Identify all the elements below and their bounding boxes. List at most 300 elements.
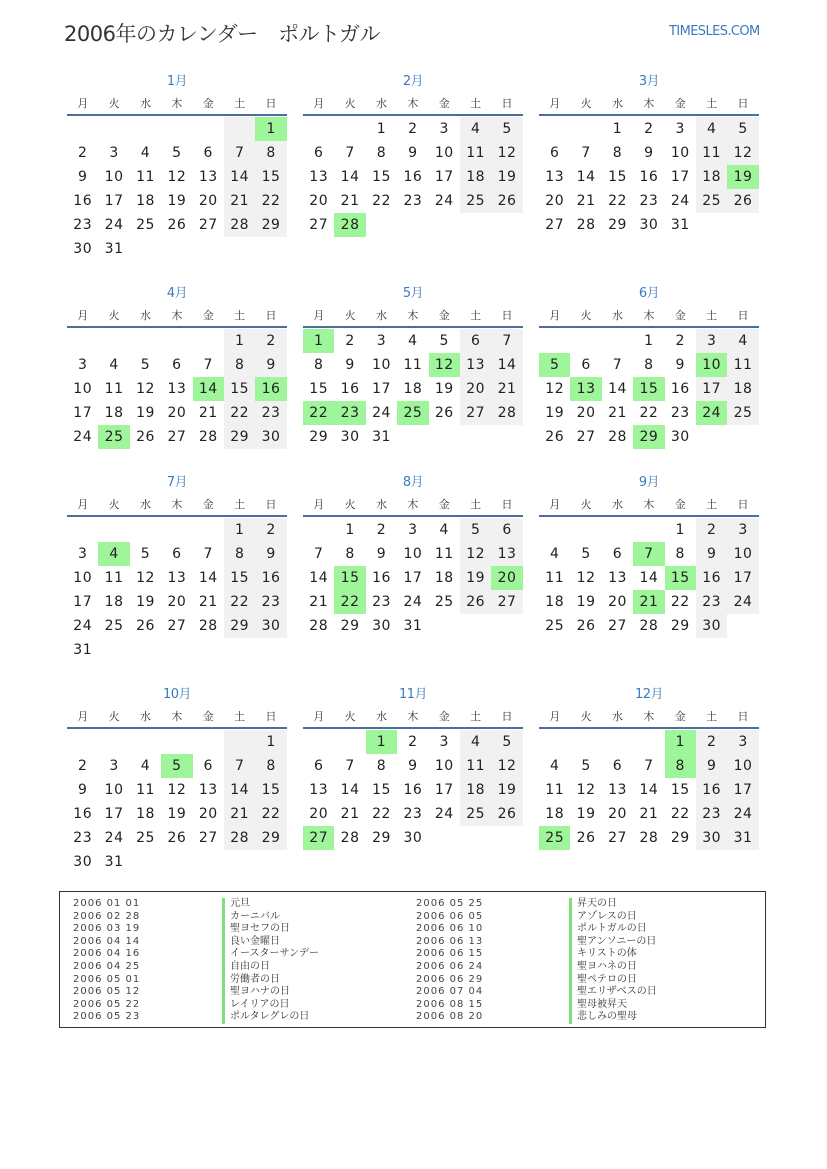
day-cell: 17 [403,570,423,586]
holiday-date: 2006 05 12 [73,986,141,998]
day-cell: 14 [639,782,659,798]
weekday-label: 水 [375,498,387,511]
weekday-label: 日 [501,498,513,511]
weekday-header [539,92,759,114]
day-cell: 7 [345,145,355,161]
weekday-label: 木 [643,498,655,511]
day-cell: 1 [224,518,255,542]
weekday-label: 月 [77,97,89,110]
day-cell: 12 [167,169,187,185]
day-cell: 10 [727,754,758,778]
holiday-date: 2006 04 25 [73,960,141,972]
day-cell: 18 [545,594,565,610]
days-grid [67,730,287,874]
day-cell: 23 [696,802,727,826]
day-cell: 5 [140,546,151,562]
day-cell: 20 [198,806,218,822]
day-cell: 28 [198,429,218,445]
day-cell: 26 [460,590,491,614]
holiday-name: 聖ヨハナの日 [222,986,319,999]
holiday-name: 元旦 [222,898,319,911]
holiday-date: 2006 06 29 [416,973,484,985]
day-cell: 14 [224,165,255,189]
day-cell: 15 [334,566,365,590]
weekday-label: 水 [611,309,623,322]
weekday-label: 日 [265,97,277,110]
day-cell: 5 [140,357,151,373]
header-rule [303,515,523,517]
header-rule [303,326,523,328]
day-cell: 3 [696,329,727,353]
day-cell: 27 [545,217,565,233]
day-cell: 31 [727,826,758,850]
day-cell: 13 [309,169,329,185]
day-cell: 20 [491,566,522,590]
day-cell: 16 [696,778,727,802]
holiday-name: レイリアの日 [222,999,319,1012]
day-cell: 26 [576,618,596,634]
day-cell: 9 [408,145,418,161]
weekday-label: 日 [737,498,749,511]
weekday-label: 火 [108,97,120,110]
days-grid [303,730,523,850]
day-cell: 3 [727,730,758,754]
day-cell: 9 [255,353,286,377]
day-cell: 4 [460,117,491,141]
day-cell: 30 [372,618,391,634]
weekday-label: 金 [438,710,450,723]
day-cell: 16 [340,381,360,397]
day-cell: 8 [313,357,324,373]
weekday-label: 日 [501,309,513,322]
day-cell: 24 [403,594,423,610]
day-cell: 22 [334,590,365,614]
holiday-name: 良い金曜日 [222,936,319,949]
weekday-label: 金 [674,97,686,110]
day-cell: 10 [73,381,93,397]
day-cell: 27 [608,618,627,634]
empty-cell [161,329,192,353]
day-cell: 28 [576,217,596,233]
day-cell: 21 [224,802,255,826]
month-name: 4月 [166,286,188,301]
day-cell: 10 [372,357,391,373]
page-title: 2006年のカレンダー ポルトガル [64,22,380,46]
day-cell: 3 [727,518,758,542]
day-cell: 9 [77,782,88,798]
day-cell: 23 [403,193,423,209]
weekday-label: 火 [580,97,592,110]
day-cell: 30 [670,429,690,445]
day-cell: 16 [73,806,93,822]
day-cell: 24 [696,401,727,425]
day-cell: 10 [670,145,690,161]
empty-cell [460,826,491,850]
day-cell: 9 [345,357,355,373]
day-cell: 5 [539,353,570,377]
weekday-label: 火 [580,309,592,322]
day-cell: 12 [429,353,460,377]
empty-cell [161,117,192,141]
day-cell: 21 [340,806,360,822]
day-cell: 14 [608,381,627,397]
weekday-label: 水 [611,710,623,723]
holiday-name: ポルトガルの日 [569,923,657,936]
site-link[interactable]: TIMESLES.COM [669,24,760,39]
day-cell: 29 [608,217,627,233]
weekday-label: 水 [139,710,151,723]
day-cell: 2 [376,522,387,538]
day-cell: 14 [491,353,522,377]
day-cell: 14 [639,570,659,586]
holiday-date: 2006 06 05 [416,910,484,922]
holiday-name: 労働者の日 [222,974,319,987]
weekday-label: 火 [108,309,120,322]
day-cell: 3 [77,546,88,562]
day-cell: 21 [340,193,360,209]
weekday-label: 水 [375,97,387,110]
empty-cell [161,730,192,754]
day-cell: 6 [612,546,623,562]
day-cell: 28 [309,618,329,634]
empty-cell [460,425,491,449]
weekday-label: 木 [643,710,655,723]
day-cell: 13 [167,570,187,586]
empty-cell [570,117,601,141]
day-cell: 12 [576,570,596,586]
day-cell: 17 [434,782,454,798]
holiday-date: 2006 04 16 [73,948,141,960]
day-cell: 6 [549,145,560,161]
day-cell: 14 [576,169,596,185]
weekday-label: 火 [108,710,120,723]
day-cell: 3 [675,121,685,137]
month-block [67,72,287,261]
empty-cell [130,518,161,542]
day-cell: 5 [439,333,449,349]
day-cell: 19 [727,165,758,189]
day-cell: 29 [670,618,690,634]
day-cell: 15 [670,782,690,798]
day-cell: 11 [545,570,565,586]
day-cell: 2 [675,333,685,349]
day-cell: 11 [136,169,155,185]
weekday-label: 木 [407,710,419,723]
day-cell: 30 [255,614,286,638]
weekday-label: 金 [438,309,450,322]
day-cell: 8 [255,754,286,778]
day-cell: 5 [460,518,491,542]
month-block [303,72,523,237]
day-cell: 24 [73,618,93,634]
day-cell: 27 [167,429,187,445]
weekday-label: 水 [139,498,151,511]
day-cell: 22 [224,401,255,425]
day-cell: 29 [633,425,664,449]
month-name: 7月 [166,475,188,490]
day-cell: 30 [696,826,727,850]
day-cell: 2 [255,518,286,542]
empty-cell [224,638,255,662]
day-cell: 25 [136,830,155,846]
days-grid [303,518,523,638]
day-cell: 29 [670,830,690,846]
day-cell: 12 [727,141,758,165]
day-cell: 7 [313,546,324,562]
day-cell: 21 [491,377,522,401]
day-cell: 2 [696,730,727,754]
legend-names-col-1 [222,898,319,1024]
day-cell: 6 [172,357,182,373]
day-cell: 4 [727,329,758,353]
day-cell: 12 [576,782,596,798]
day-cell: 5 [491,117,522,141]
day-cell: 22 [255,189,286,213]
day-cell: 27 [198,217,218,233]
day-cell: 27 [576,429,596,445]
day-cell: 11 [727,353,758,377]
day-cell: 23 [403,806,423,822]
weekday-label: 水 [139,309,151,322]
day-cell: 21 [309,594,329,610]
day-cell: 1 [612,121,623,137]
empty-cell [130,850,161,874]
holiday-date: 2006 05 01 [73,973,141,985]
day-cell: 23 [73,830,93,846]
holiday-name: 悲しみの聖母 [569,1011,657,1024]
holiday-date: 2006 05 23 [73,1011,141,1023]
weekday-header [303,493,523,515]
header-rule [303,114,523,116]
holiday-date: 2006 06 15 [416,948,484,960]
day-cell: 21 [224,189,255,213]
holiday-date: 2006 06 10 [416,923,484,935]
day-cell: 1 [303,329,334,353]
day-cell: 5 [581,758,591,774]
empty-cell [570,329,601,353]
day-cell: 14 [340,782,360,798]
weekday-label: 木 [171,97,183,110]
holiday-date: 2006 03 19 [73,923,141,935]
day-cell: 23 [334,401,365,425]
day-cell: 1 [366,730,397,754]
header-rule [67,114,287,116]
day-cell: 19 [136,594,155,610]
day-cell: 22 [224,590,255,614]
day-cell: 12 [491,754,522,778]
day-cell: 22 [372,193,391,209]
empty-cell [696,425,727,449]
weekday-label: 日 [265,309,277,322]
day-cell: 13 [198,169,218,185]
day-cell: 2 [408,734,418,750]
weekday-label: 土 [470,498,482,511]
day-cell: 6 [203,758,213,774]
weekday-label: 金 [202,498,214,511]
day-cell: 7 [345,758,355,774]
empty-cell [98,117,129,141]
day-cell: 15 [255,778,286,802]
day-cell: 24 [104,830,124,846]
day-cell: 24 [727,802,758,826]
day-cell: 18 [727,377,758,401]
month-name: 11月 [398,687,428,702]
day-cell: 22 [255,802,286,826]
weekday-label: 金 [674,309,686,322]
day-cell: 21 [198,594,218,610]
month-name: 1月 [166,74,188,89]
day-cell: 1 [644,333,654,349]
empty-cell [161,518,192,542]
weekday-label: 土 [706,97,718,110]
day-cell: 27 [460,401,491,425]
day-cell: 26 [576,830,596,846]
holiday-date: 2006 07 04 [416,986,484,998]
day-cell: 19 [434,381,454,397]
day-cell: 15 [224,377,255,401]
day-cell: 22 [303,401,334,425]
day-cell: 12 [491,141,522,165]
weekday-label: 月 [549,97,561,110]
days-grid [67,329,287,449]
day-cell: 7 [644,758,654,774]
day-cell: 30 [73,241,93,257]
empty-cell [224,850,255,874]
day-cell: 3 [439,121,449,137]
day-cell: 20 [167,405,187,421]
day-cell: 16 [255,566,286,590]
empty-cell [193,730,224,754]
holiday-name: 聖ヨハネの日 [569,961,657,974]
month-block [67,284,287,449]
empty-cell [130,237,161,261]
day-cell: 2 [77,758,88,774]
header-rule [303,727,523,729]
empty-cell [224,237,255,261]
weekday-label: 木 [643,309,655,322]
month-name: 3月 [638,74,660,89]
weekday-label: 月 [77,498,89,511]
month-block [539,72,759,237]
day-cell: 28 [224,826,255,850]
day-cell: 9 [77,169,88,185]
day-cell: 10 [403,546,423,562]
days-grid [539,730,759,850]
day-cell: 29 [309,429,329,445]
day-cell: 13 [309,782,329,798]
day-cell: 3 [109,145,119,161]
empty-cell [303,117,334,141]
day-cell: 29 [224,425,255,449]
day-cell: 26 [136,429,155,445]
day-cell: 25 [460,189,491,213]
day-cell: 18 [545,806,565,822]
day-cell: 11 [434,546,454,562]
month-name: 5月 [402,286,424,301]
day-cell: 5 [172,145,182,161]
day-cell: 22 [372,806,391,822]
weekday-label: 土 [706,498,718,511]
day-cell: 14 [193,377,224,401]
days-grid [303,329,523,449]
day-cell: 4 [408,333,418,349]
day-cell: 11 [136,782,155,798]
day-cell: 30 [340,429,360,445]
weekday-header [67,304,287,326]
empty-cell [130,638,161,662]
holiday-date: 2006 04 14 [73,935,141,947]
empty-cell [397,213,428,237]
day-cell: 17 [727,778,758,802]
month-block [539,685,759,850]
day-cell: 22 [670,806,690,822]
day-cell: 24 [434,806,454,822]
weekday-label: 火 [344,309,356,322]
day-cell: 4 [439,522,449,538]
holiday-name: 聖ヨセフの日 [222,923,319,936]
day-cell: 5 [727,117,758,141]
day-cell: 13 [608,570,627,586]
weekday-label: 月 [313,309,325,322]
weekday-label: 金 [202,97,214,110]
month-block [539,284,759,449]
weekday-header [67,92,287,114]
weekday-label: 月 [77,309,89,322]
day-cell: 9 [644,145,654,161]
holiday-date: 2006 02 28 [73,910,141,922]
holiday-name: 昇天の日 [569,898,657,911]
day-cell: 4 [98,542,129,566]
weekday-label: 土 [234,97,246,110]
day-cell: 31 [104,241,124,257]
day-cell: 24 [73,429,93,445]
day-cell: 17 [372,381,391,397]
days-grid [67,518,287,662]
day-cell: 23 [372,594,391,610]
day-cell: 19 [491,165,522,189]
header-rule [67,727,287,729]
day-cell: 28 [224,213,255,237]
day-cell: 8 [345,546,355,562]
day-cell: 18 [460,165,491,189]
day-cell: 15 [224,566,255,590]
empty-cell [98,730,129,754]
empty-cell [460,614,491,638]
day-cell: 9 [696,542,727,566]
day-cell: 1 [255,117,286,141]
weekday-label: 水 [139,97,151,110]
day-cell: 28 [334,213,365,237]
day-cell: 19 [460,566,491,590]
day-cell: 20 [309,806,329,822]
day-cell: 25 [460,802,491,826]
day-cell: 3 [408,522,418,538]
holiday-name: 自由の日 [222,961,319,974]
weekday-header [67,493,287,515]
weekday-label: 火 [580,498,592,511]
empty-cell [255,850,286,874]
day-cell: 4 [549,546,560,562]
empty-cell [539,730,570,754]
weekday-label: 火 [108,498,120,511]
day-cell: 13 [460,353,491,377]
weekday-label: 金 [438,97,450,110]
empty-cell [130,730,161,754]
day-cell: 29 [255,826,286,850]
day-cell: 7 [224,754,255,778]
empty-cell [67,329,98,353]
day-cell: 26 [491,802,522,826]
